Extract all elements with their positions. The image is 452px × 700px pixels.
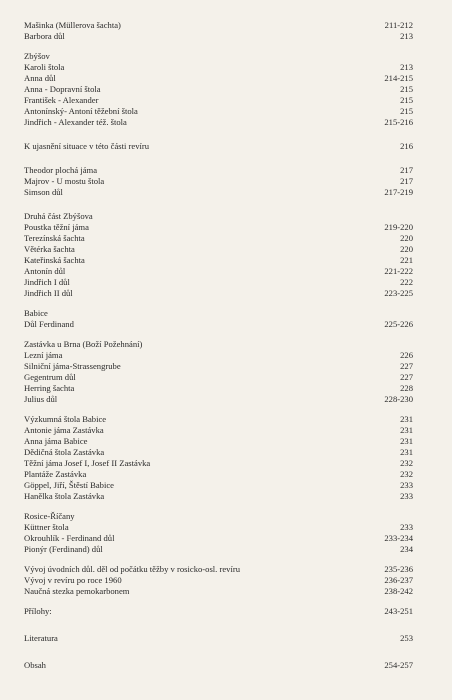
toc-entry-title: Gegentrum důl: [24, 372, 76, 382]
toc-entry-pages: 232: [400, 458, 413, 468]
toc-entry-title: Theodor plochá jáma: [24, 165, 98, 175]
toc-entry-pages: 231: [400, 436, 413, 446]
toc-entry-pages: 233: [400, 491, 413, 501]
toc-entry-title: Anna důl: [24, 73, 56, 83]
toc-entry-pages: 214-215: [384, 73, 413, 83]
toc-entry-pages: 219-220: [384, 222, 413, 232]
toc-entry-title: Kateřinská šachta: [24, 255, 85, 265]
toc-entry-title: Naučná stezka pemokarbonem: [24, 586, 130, 596]
toc-entry-title: Anna - Dopravní štola: [24, 84, 101, 94]
toc-entry: [24, 277, 413, 288]
toc-entry: [24, 62, 413, 73]
toc-entry-pages: 233: [400, 480, 413, 490]
toc-entry-pages: 228-230: [384, 394, 413, 404]
toc-entry-pages: 215-216: [384, 117, 413, 127]
toc-entry-title: Dědičná štola Zastávka: [24, 447, 105, 457]
toc-entry: [24, 51, 413, 62]
toc-group: [24, 564, 413, 597]
toc-entry: [24, 187, 413, 198]
toc-entry: [24, 84, 413, 95]
toc-entry-pages: 254-257: [384, 660, 413, 670]
toc-entry-pages: 220: [400, 233, 413, 243]
toc-entry-title: Göppel, Jiří, Štěstí Babice: [24, 480, 114, 490]
toc-entry-pages: 221: [400, 255, 413, 265]
toc-entry: [24, 533, 413, 544]
toc-entry-title: Pionýr (Ferdinand) důl: [24, 544, 103, 554]
toc-group: [24, 165, 413, 198]
toc-entry-title: Větérka šachta: [24, 244, 75, 254]
toc-entry-pages: 213: [400, 62, 413, 72]
toc-entry: [24, 372, 413, 383]
toc-entry-title: Barbora důl: [24, 31, 65, 41]
toc-entry-title: Anna jáma Babice: [24, 436, 88, 446]
toc-entry-pages: 221-222: [384, 266, 413, 276]
toc-entry: [24, 414, 413, 425]
toc-entry: [24, 491, 413, 502]
toc-entry: [24, 522, 413, 533]
toc-entry: [24, 165, 413, 176]
toc-entry-title: Küttner štola: [24, 522, 69, 532]
toc-entry-title: Literatura: [24, 633, 58, 643]
toc-entry-title: K ujasnění situace v této části revíru: [24, 141, 150, 151]
toc-entry-title: Mašinka (Müllerova šachta): [24, 20, 121, 30]
toc-entry-title: Terezínská šachta: [24, 233, 85, 243]
toc-group: [24, 633, 413, 644]
toc-entry-title: Jindřich I důl: [24, 277, 70, 287]
toc-entry: [24, 141, 413, 152]
toc-entry: [24, 339, 413, 350]
toc-group: [24, 606, 413, 617]
toc-entry: [24, 288, 413, 299]
toc-entry-title: Obsah: [24, 660, 46, 670]
toc-entry-title: Vývoj v revíru po roce 1960: [24, 575, 122, 585]
toc-entry-pages: 220: [400, 244, 413, 254]
toc-entry-title: Přílohy:: [24, 606, 52, 616]
toc-entry: [24, 222, 413, 233]
toc-entry: [24, 447, 413, 458]
toc-entry-title: Antonín důl: [24, 266, 66, 276]
toc-entry-pages: 233-234: [384, 533, 413, 543]
toc-entry-pages: 226: [400, 350, 413, 360]
toc-entry-title: Těžní jáma Josef I, Josef II Zastávka: [24, 458, 151, 468]
toc-entry-title: Okrouhlík - Ferdinand důl: [24, 533, 115, 543]
toc-entry-pages: 231: [400, 447, 413, 457]
toc-entry-title: Silniční jáma-Strassengrube: [24, 361, 121, 371]
toc-entry-title: František - Alexander: [24, 95, 99, 105]
toc-entry-title: Hanělka štola Zastávka: [24, 491, 105, 501]
toc-entry-title: Zastávka u Brna (Boží Požehnání): [24, 339, 143, 349]
toc-entry: [24, 233, 413, 244]
toc-entry: [24, 73, 413, 84]
toc-entry: [24, 575, 413, 586]
toc-group: [24, 660, 413, 671]
toc-entry: [24, 480, 413, 491]
toc-entry-pages: 215: [400, 84, 413, 94]
toc-entry-pages: 225-226: [384, 319, 413, 329]
toc-entry: [24, 244, 413, 255]
toc-entry: [24, 255, 413, 266]
toc-entry-title: Karoli štola: [24, 62, 65, 72]
toc-entry: [24, 350, 413, 361]
toc-entry: [24, 544, 413, 555]
toc-entry: [24, 394, 413, 405]
toc-entry: [24, 564, 413, 575]
toc-entry-title: Plantáže Zastávka: [24, 469, 87, 479]
toc-entry: [24, 266, 413, 277]
toc-entry: [24, 383, 413, 394]
toc-entry-pages: 235-236: [384, 564, 413, 574]
toc-entry-pages: 222: [400, 277, 413, 287]
toc-group: [24, 308, 413, 330]
toc-entry: [24, 106, 413, 117]
toc-entry-pages: 217: [400, 176, 413, 186]
toc-group: [24, 141, 413, 152]
toc-entry: [24, 586, 413, 597]
toc-group: [24, 20, 413, 42]
toc-entry-title: Lezní jáma: [24, 350, 63, 360]
toc-entry-title: Výzkumná štola Babice: [24, 414, 107, 424]
toc-entry-pages: 231: [400, 414, 413, 424]
toc-entry: [24, 31, 413, 42]
toc-entry-title: Jindřich - Alexander též. štola: [24, 117, 127, 127]
toc-entry: [24, 606, 413, 617]
toc-group: [24, 51, 413, 128]
toc-entry: [24, 308, 413, 319]
toc-entry-pages: 238-242: [384, 586, 413, 596]
toc-entry-title: Majrov - U mostu štola: [24, 176, 105, 186]
toc-entry: [24, 436, 413, 447]
toc-entry-pages: 223-225: [384, 288, 413, 298]
toc-entry-pages: 227: [400, 372, 413, 382]
toc-entry: [24, 633, 413, 644]
toc-entry: [24, 469, 413, 480]
toc-entry-title: Simson důl: [24, 187, 63, 197]
toc-entry-pages: 253: [400, 633, 413, 643]
toc-entry-title: Babice: [24, 308, 48, 318]
toc-entry-pages: 213: [400, 31, 413, 41]
toc-entry-pages: 228: [400, 383, 413, 393]
toc-entry: [24, 361, 413, 372]
toc-entry-pages: 215: [400, 95, 413, 105]
toc-entry-title: Zbýšov: [24, 51, 50, 61]
toc-entry-title: Antonínský- Antoní těžební štola: [24, 106, 138, 116]
toc-entry-title: Julius důl: [24, 394, 58, 404]
toc-entry: [24, 176, 413, 187]
table-of-contents: [24, 20, 413, 680]
toc-entry-pages: 216: [400, 141, 413, 151]
toc-group: [24, 414, 413, 502]
toc-entry: [24, 319, 413, 330]
toc-entry-pages: 217: [400, 165, 413, 175]
toc-group: [24, 211, 413, 299]
toc-entry-title: Herring šachta: [24, 383, 75, 393]
toc-entry: [24, 458, 413, 469]
toc-entry-pages: 231: [400, 425, 413, 435]
toc-entry-pages: 215: [400, 106, 413, 116]
toc-entry-pages: 234: [400, 544, 413, 554]
toc-entry-title: Důl Ferdinand: [24, 319, 74, 329]
toc-entry-pages: 217-219: [384, 187, 413, 197]
toc-entry-pages: 211-212: [384, 20, 413, 30]
toc-entry-title: Poustka těžní jáma: [24, 222, 89, 232]
toc-group: [24, 339, 413, 405]
toc-entry-title: Druhá část Zbýšova: [24, 211, 93, 221]
toc-entry: [24, 425, 413, 436]
toc-entry-pages: 236-237: [384, 575, 413, 585]
toc-entry: [24, 660, 413, 671]
toc-entry-pages: 233: [400, 522, 413, 532]
toc-entry: [24, 511, 413, 522]
toc-entry-title: Vývoj úvodních důl. děl od počátku těžby v rosicko-osl. revíru: [24, 564, 240, 574]
toc-group: [24, 511, 413, 555]
toc-entry: [24, 20, 413, 31]
toc-entry: [24, 211, 413, 222]
toc-entry: [24, 117, 413, 128]
toc-entry-title: Antonie jáma Zastávka: [24, 425, 104, 435]
toc-entry-title: Jindřich II důl: [24, 288, 73, 298]
toc-entry-title: Rosice-Říčany: [24, 511, 75, 521]
toc-entry-pages: 243-251: [384, 606, 413, 616]
toc-entry: [24, 95, 413, 106]
toc-entry-pages: 232: [400, 469, 413, 479]
toc-entry-pages: 227: [400, 361, 413, 371]
